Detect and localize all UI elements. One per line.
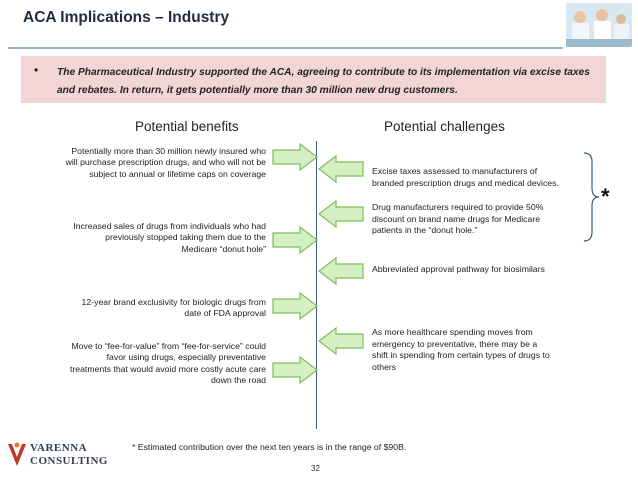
left-arrow-icon: [318, 327, 364, 355]
challenge-line: Drug manufacturers required to provide 50%: [372, 202, 544, 212]
challenge-item: [372, 264, 602, 276]
challenge-line: Abbreviated approval pathway for biosimilars: [372, 264, 545, 274]
benefit-line: Potentially more than 30 million newly insured who: [71, 146, 266, 156]
right-brace-icon: [582, 152, 600, 242]
column-divider: [316, 141, 317, 429]
challenge-line: shift in spending from certain types of drugs to: [372, 350, 550, 361]
challenge-line: branded prescription drugs and medical devices.: [372, 177, 559, 188]
bullet-point: •: [34, 63, 39, 77]
challenges-heading: Potential challenges: [384, 119, 505, 134]
challenge-item: [372, 166, 602, 189]
left-arrow-icon: [318, 257, 364, 285]
right-arrow-icon: [272, 143, 318, 171]
benefit-line: subject to annual or lifetime caps on coverage: [89, 168, 266, 179]
right-arrow-icon: [272, 292, 318, 320]
benefit-line: Medicare “donut hole”: [181, 243, 266, 254]
title-divider: [8, 47, 563, 49]
challenge-line: As more healthcare spending moves from: [372, 327, 533, 337]
benefit-line: will purchase prescription drugs, and who will not be: [65, 157, 266, 168]
right-arrow-icon: [272, 226, 318, 254]
summary-text: The Pharmaceutical Industry supported the ACA, agreeing to contribute to its implementation via excise taxes and rebates. In return, it gets potentially more than 30 million new drug customers.: [57, 67, 590, 96]
benefit-item: [0, 146, 266, 180]
challenge-line: patients in the “donut hole.”: [372, 225, 478, 236]
benefit-item: [0, 221, 266, 255]
challenge-line: emergency to preventative, there may be a: [372, 338, 538, 349]
challenge-item: [372, 327, 602, 373]
lab-scientists-photo: [566, 3, 632, 47]
right-arrow-icon: [272, 356, 318, 384]
challenge-item: [372, 202, 602, 237]
benefit-line: previously stopped taking them due to the: [105, 232, 266, 243]
benefit-line: 12-year brand exclusivity for biologic drugs from: [81, 297, 266, 307]
benefit-item: [0, 297, 266, 320]
left-arrow-icon: [318, 155, 364, 183]
benefit-line: Move to “fee-for-value” from “fee-for-service” could: [71, 341, 266, 351]
benefit-line: down the road: [210, 375, 266, 386]
benefit-line: favor using drugs, especially preventative: [106, 352, 266, 363]
benefit-line: Increased sales of drugs from individuals who had: [73, 221, 266, 231]
footnote: * Estimated contribution over the next ten years is in the range of $90B.: [132, 442, 407, 452]
challenge-line: Excise taxes assessed to manufacturers of: [372, 166, 538, 176]
logo-text-line: CONSULTING: [30, 455, 108, 467]
slide-title: ACA Implications – Industry: [23, 9, 230, 26]
left-arrow-icon: [318, 200, 364, 228]
challenge-line: discount on brand name drugs for Medicare: [372, 213, 541, 224]
challenge-line: others: [372, 361, 397, 372]
benefit-line: treatments that would avoid more costly acute care: [69, 363, 266, 374]
logo-text-line: VARENNA: [30, 442, 88, 454]
benefit-item: [0, 341, 266, 387]
benefits-heading: Potential benefits: [135, 119, 239, 134]
benefit-line: date of FDA approval: [184, 308, 266, 319]
page-number: 32: [311, 464, 320, 473]
varenna-consulting-logo: [6, 438, 106, 472]
logo-mark-icon: [6, 440, 28, 470]
asterisk-marker: *: [601, 184, 610, 209]
